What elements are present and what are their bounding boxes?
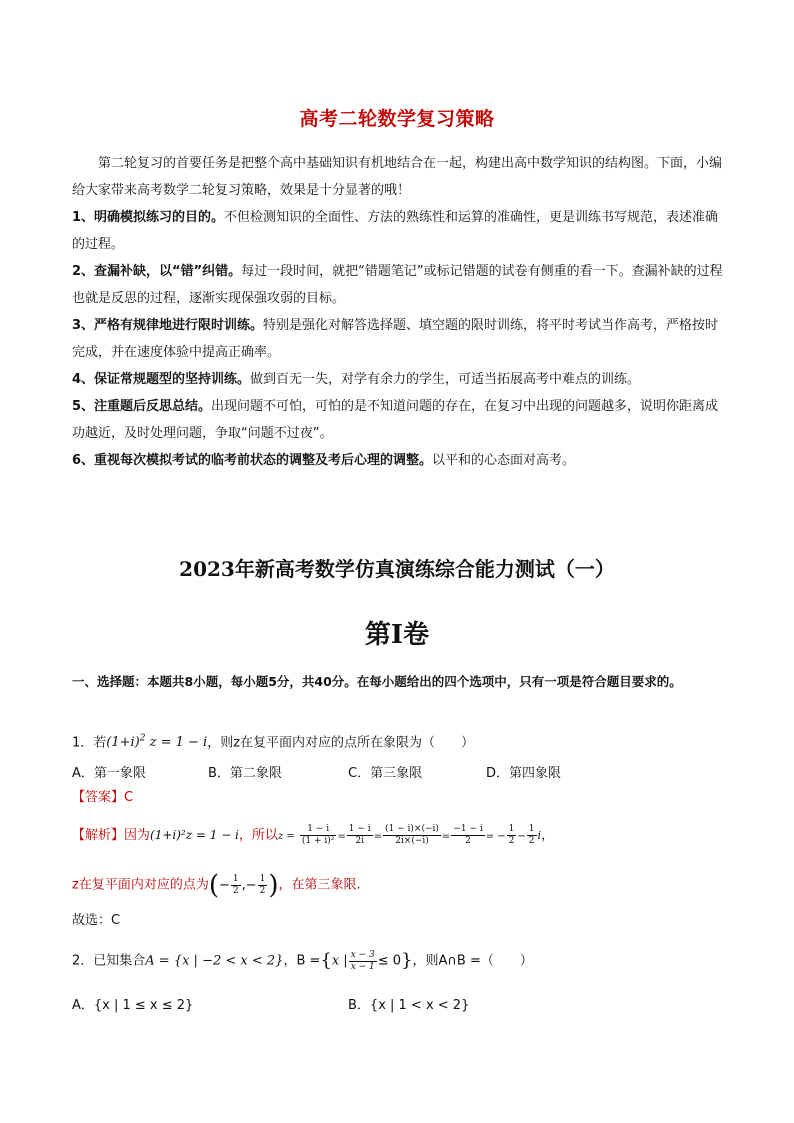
question-stem-text: ，则z在复平面内对应的点所在象限为（ ） bbox=[207, 735, 475, 751]
q1-option-c: C．第三象限 bbox=[348, 766, 423, 781]
strategy-item-2 bbox=[72, 258, 724, 312]
strategy-item-heading: 5、注重题后反思总结。 bbox=[72, 399, 212, 414]
question-1-stem bbox=[72, 729, 474, 753]
fraction: $\frac{x - 3}{x - 1}$ bbox=[350, 949, 375, 972]
strategy-item-heading: 2、查漏补缺，以“错”纠错。 bbox=[72, 264, 242, 279]
fraction: $\frac{1}{2}$ bbox=[508, 824, 515, 846]
q1-option-d: D．第四象限 bbox=[486, 766, 562, 781]
analysis-equation: (1+i)²z = 1 − i bbox=[150, 828, 239, 842]
q2-option-b: B．{x | 1 < x < 2} bbox=[348, 998, 470, 1013]
volume-title: 第Ⅰ卷 bbox=[364, 620, 430, 650]
strategy-item-text: 每过一段时间，就把“错题笔记”或标记错题的试卷有侧重的看一下。查漏补缺的过程也就是反思的过程，逐渐实现保强攻弱的目标。 bbox=[72, 264, 723, 306]
fraction: $\frac{1}{2}$ bbox=[528, 824, 535, 846]
strategy-item-heading: 4、保证常规题型的坚持训练。 bbox=[72, 372, 251, 387]
exam-title: 2023年新高考数学仿真演练综合能力测试（一） bbox=[179, 557, 615, 581]
q1-option-b: B．第二象限 bbox=[208, 766, 282, 781]
answer-value: C bbox=[124, 790, 134, 805]
strategy-item-text: 出现问题不可怕，可怕的是不知道问题的存在，在复习中出现的问题越多，说明你距离成功越近，及时处理问题，争取“问题不过夜”。 bbox=[72, 399, 719, 441]
equation: $(1+i)^2$ z = 1 − i bbox=[106, 734, 208, 751]
strategy-item-text: 特别是强化对解答选择题、填空题的限时训练，将平时考试当作高考，严格按时完成，并在速度体验中提高正确率。 bbox=[72, 318, 719, 360]
strategy-item-5 bbox=[72, 393, 724, 447]
question-2-stem: 2．已知集合A = {x | −2 < x < 2}，B ={x | $\frac{x - 3}{x - 1}$ ≤ 0}，则A∩B =（ ） bbox=[72, 949, 533, 972]
strategy-item-4 bbox=[72, 366, 724, 393]
q1-analysis-line-2: z在复平面内对应的点为(− $\frac{1}{2}$ ,− $\frac{1}{2}$ )，在第三象限. bbox=[72, 870, 361, 900]
strategy-title: 高考二轮数学复习策略 bbox=[299, 108, 495, 130]
strategy-item-1 bbox=[72, 204, 724, 258]
fraction: $\frac{-1 - i}{2}$ bbox=[453, 824, 483, 846]
set-a: A = {x | −2 < x < 2} bbox=[145, 953, 284, 969]
strategy-item-6 bbox=[72, 447, 724, 474]
fraction: $\frac{(1 - i)\times(-i)}{2i\times(-i)}$ bbox=[385, 824, 439, 846]
fraction: $\frac{1}{2}$ bbox=[232, 873, 239, 896]
strategy-item-heading: 3、严格有规律地进行限时训练。 bbox=[72, 318, 264, 333]
strategy-intro: 第二轮复习的首要任务是把整个高中基础知识有机地结合在一起，构建出高中数学知识的结构图。下面，小编给大家带来高考数学二轮复习策略，效果是十分显著的哦！ bbox=[72, 156, 723, 198]
strategy-item-text: 以平和的心态面对高考。 bbox=[432, 453, 576, 468]
section-heading: 一、选择题：本题共8小题，每小题5分，共40分。在每小题给出的四个选项中，只有一项是符合题目要求的。 bbox=[72, 674, 682, 689]
q1-answer bbox=[72, 788, 133, 808]
q1-option-a: A．第一象限 bbox=[72, 766, 146, 781]
strategy-item-text: 做到百无一失，对学有余力的学生，可适当拓展高考中难点的训练。 bbox=[250, 372, 641, 387]
strategy-item-text: 不但检测知识的全面性、方法的熟练性和运算的准确性，更是训练书写规范，表述准确的过程。 bbox=[72, 210, 719, 252]
q1-conclusion: 故选：C bbox=[72, 913, 121, 928]
strategy-item-3 bbox=[72, 312, 724, 366]
fraction: $\frac{1 - i}{\text{(1 + i)²}}$ bbox=[301, 824, 335, 846]
question-number: 1．若 bbox=[72, 735, 107, 751]
analysis-label: 【解析】 bbox=[72, 828, 125, 843]
answer-label: 【答案】 bbox=[72, 790, 125, 805]
fraction: $\frac{1 - i}{2i}$ bbox=[348, 824, 371, 846]
q1-analysis-line-1: 【解析】因为(1+i)²z = 1 − i，所以z = $\frac{1 - i}{\text{(1 + i)²}}$ = $\frac{1 - i}{2i}$ = $\frac{(1 - i)\times(-i)}{2i\times(-i)}$ = $\frac{-1 - i}{2}$ = − $\frac{1}{2}$ − $\frac{1}{2}$ i， bbox=[72, 824, 555, 846]
fraction: $\frac{1}{2}$ bbox=[259, 873, 266, 896]
q2-option-a: A．{x | 1 ≤ x ≤ 2} bbox=[72, 998, 194, 1013]
strategy-item-heading: 1、明确模拟练习的目的。 bbox=[72, 210, 225, 225]
strategy-item-heading: 6、重视每次模拟考试的临考前状态的调整及考后心理的调整。 bbox=[72, 453, 433, 468]
